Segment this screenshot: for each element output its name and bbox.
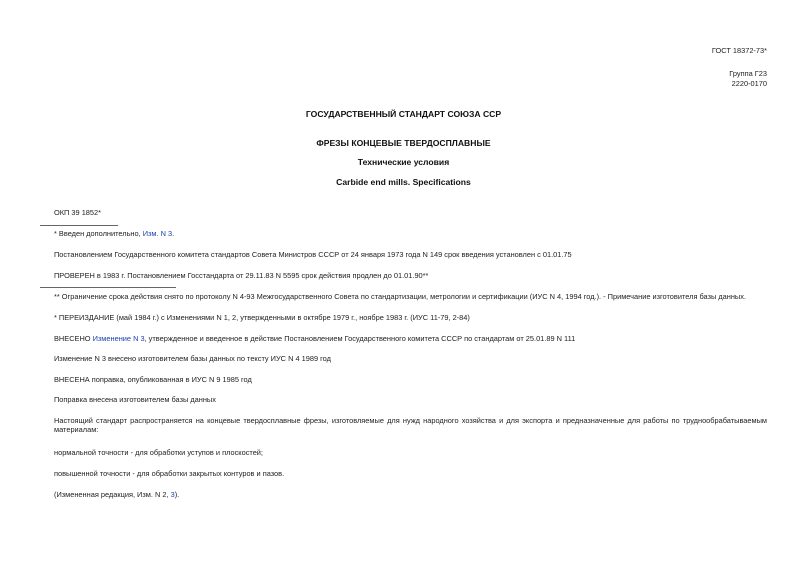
amendment-paragraph: ВНЕСЕНА поправка, опубликованная в ИУС N 9 1985 год <box>54 375 252 384</box>
group-code: Группа Г23 <box>729 69 767 78</box>
introduced-paragraph <box>54 334 575 343</box>
decree-paragraph: Постановлением Государственного комитета стандартов Совета Министров СССР от 24 января 1973 года N 149 срок введения установлен с 01.01.75 <box>54 250 572 259</box>
reissue-paragraph: * ПЕРЕИЗДАНИЕ (май 1984 г.) с Изменениями N 1, 2, утвержденными в октябре 1979 г., ноябре 1983 г. (ИУС 11-79, 2-84) <box>54 313 470 322</box>
revision-note <box>54 490 179 499</box>
change-3-paragraph: Изменение N 3 внесено изготовителем базы данных по тексту ИУС N 4 1989 год <box>54 354 331 363</box>
footnote-divider-2 <box>40 287 176 288</box>
change-link[interactable]: 3 <box>170 490 175 499</box>
english-title: Carbide end mills. Specifications <box>336 177 471 187</box>
footnote-validity: ** Ограничение срока действия снято по протоколу N 4-93 Межгосударственного Совета по стандартизации, метрологии и сертификации (ИУС N 4, 1994 год.). - Примечание изготовителя базы данных. <box>54 292 746 301</box>
introduced-prefix: ВНЕСЕНО <box>54 334 93 343</box>
doc-number: ГОСТ 18372-73* <box>711 46 767 55</box>
introduced-suffix: , утвержденное и введенное в действие Постановлением Государственного комитета СССР по стандартам от 25.01.89 N 111 <box>144 334 576 343</box>
footnote-introduced <box>54 229 174 238</box>
footnote-text: * Введен дополнительно, <box>54 229 143 238</box>
okp-code: ОКП 39 1852* <box>54 208 102 217</box>
footnote-end: . <box>172 229 175 238</box>
document-subtitle: Технические условия <box>357 157 450 167</box>
list-item: нормальной точности - для обработки уступов и плоскостей; <box>54 448 263 457</box>
change-3-link-2[interactable]: Изменение N 3 <box>92 334 145 343</box>
list-item: повышенной точности - для обработки закрытых контуров и пазов. <box>54 469 285 478</box>
footnote-divider <box>40 225 118 226</box>
document-name: ФРЕЗЫ КОНЦЕВЫЕ ТВЕРДОСПЛАВНЫЕ <box>316 138 491 148</box>
classification-code: 2220-0170 <box>731 79 767 88</box>
revision-suffix: ). <box>174 490 180 499</box>
standard-title: ГОСУДАРСТВЕННЫЙ СТАНДАРТ СОЮЗА ССР <box>305 109 502 119</box>
revision-prefix: (Измененная редакция, Изм. N 2, <box>54 490 171 499</box>
change-3-link[interactable]: Изм. N 3 <box>142 229 173 238</box>
scope-paragraph: Настоящий стандарт распространяется на концевые твердосплавные фрезы, изготовляемые для нужд народного хозяйства и для экспорта и предназначенные для работы по труднообрабатываемым материалам: <box>54 416 767 435</box>
amendment-note: Поправка внесена изготовителем базы данных <box>54 395 216 404</box>
checked-paragraph: ПРОВЕРЕН в 1983 г. Постановлением Госстандарта от 29.11.83 N 5595 срок действия продлен до 01.01.90** <box>54 271 429 280</box>
